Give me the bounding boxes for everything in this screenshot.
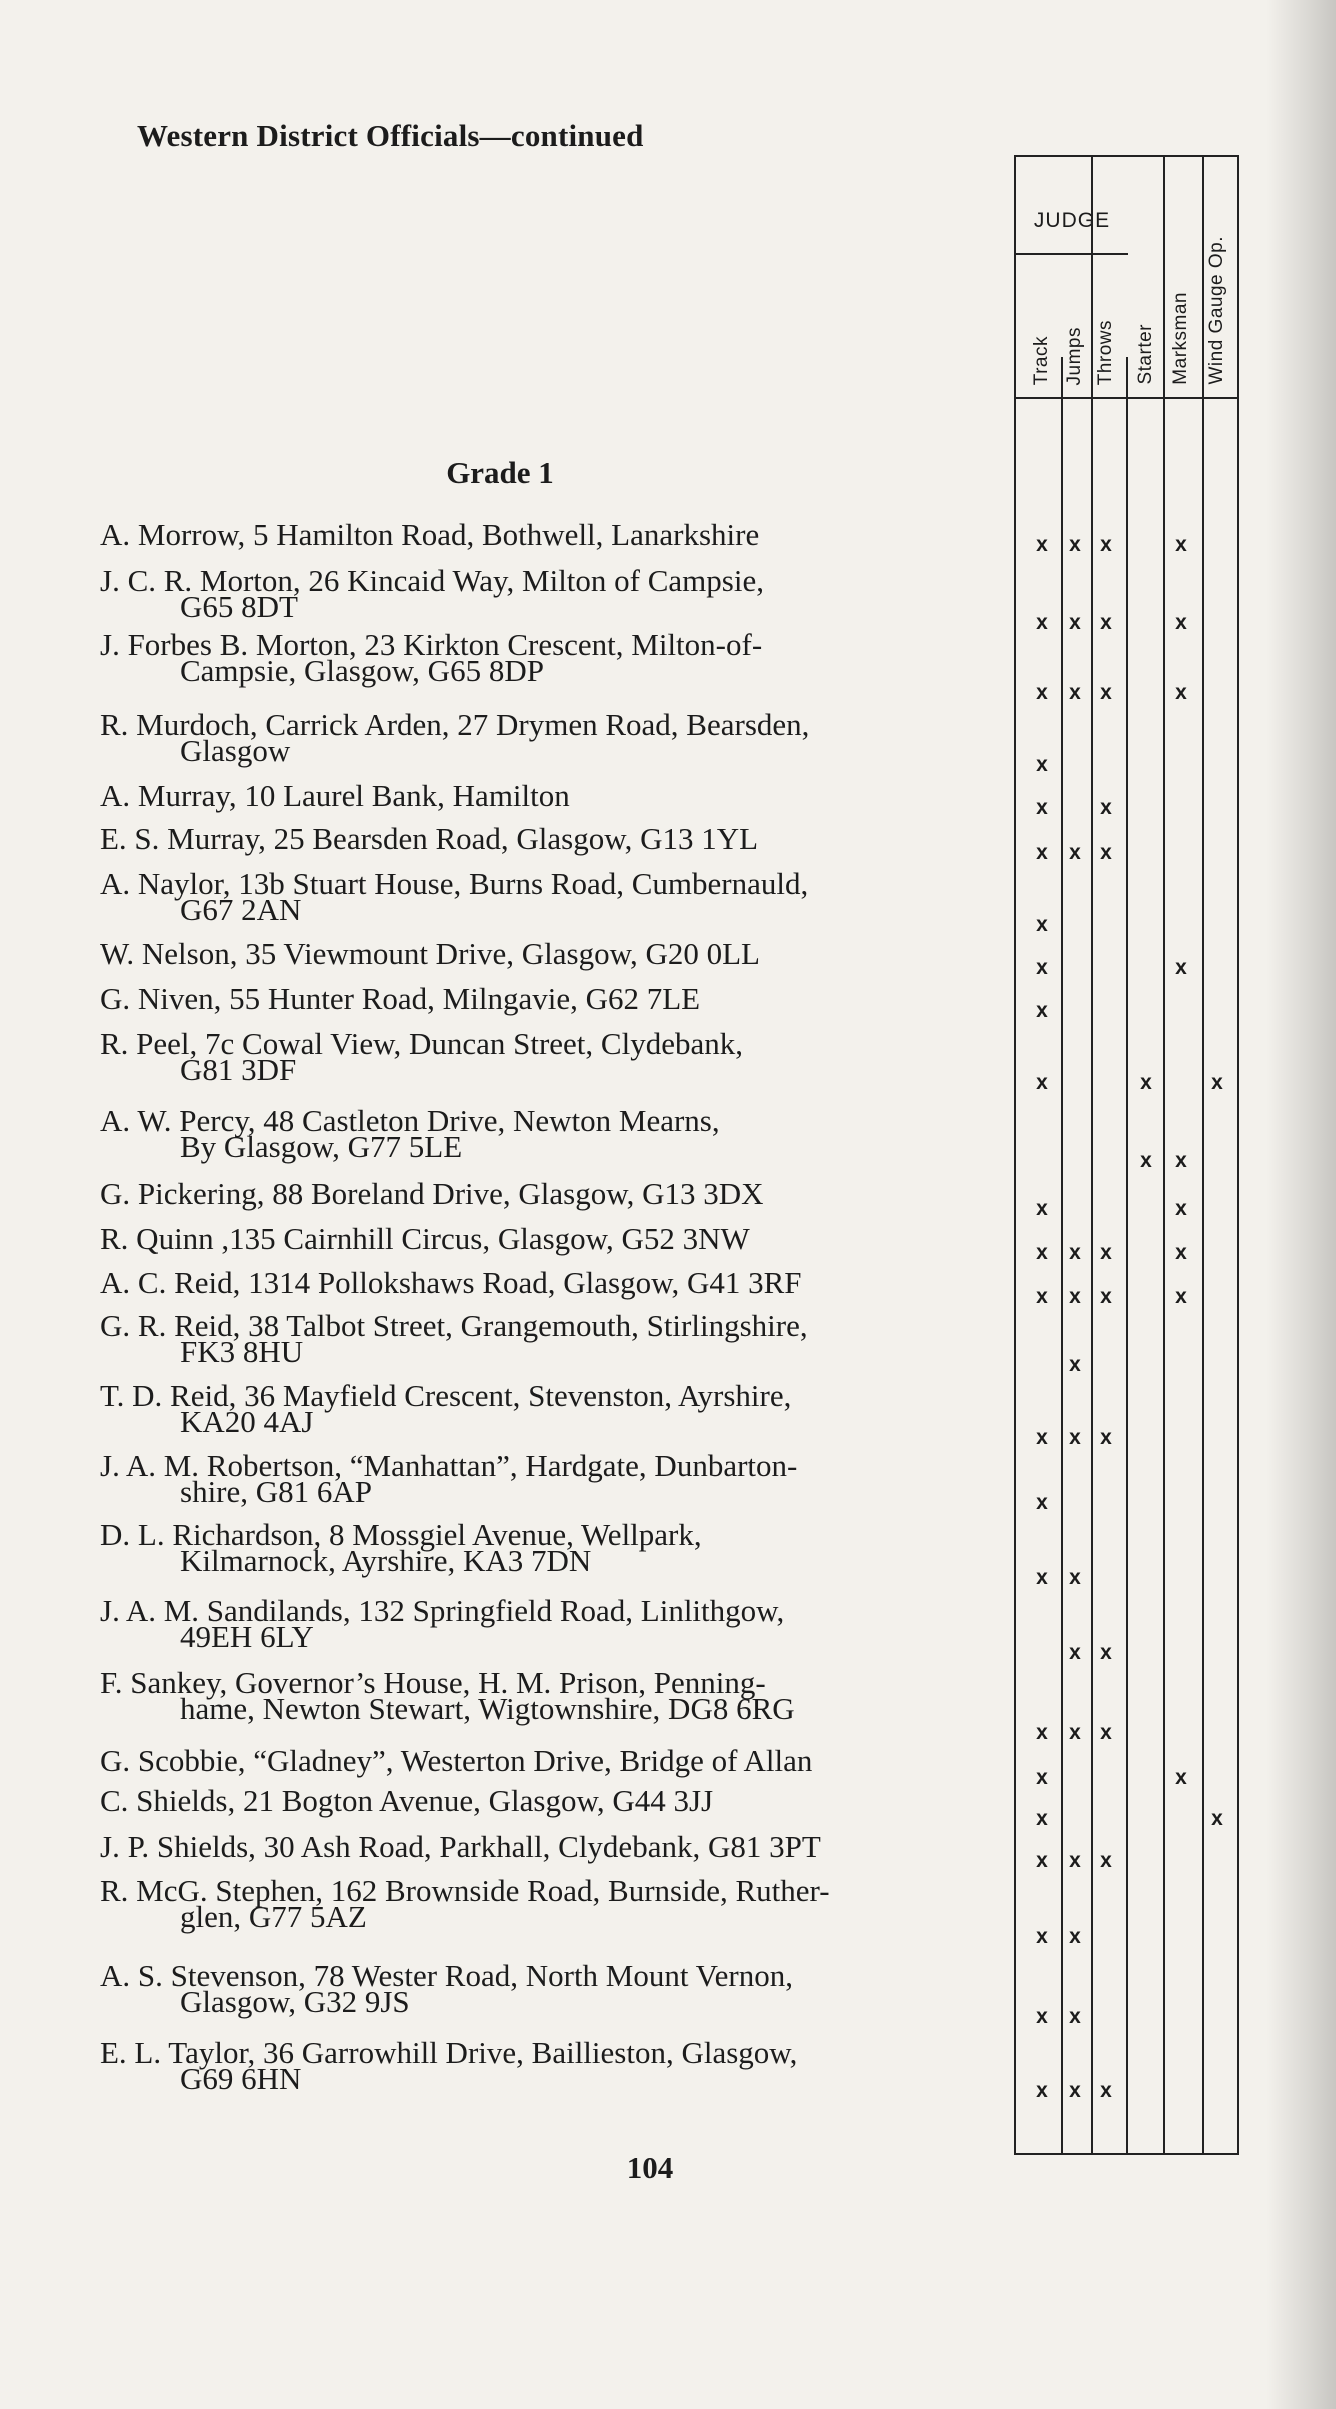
duty-mark: x xyxy=(1175,681,1187,704)
duty-mark: x xyxy=(1140,1149,1152,1172)
official-entry xyxy=(100,866,1005,927)
duty-mark: x xyxy=(1069,1241,1081,1264)
duty-mark: x xyxy=(1100,533,1112,556)
duty-mark: x xyxy=(1036,1071,1048,1094)
duty-mark: x xyxy=(1069,681,1081,704)
duty-mark: x xyxy=(1069,2079,1081,2102)
official-entry xyxy=(100,1873,1005,1934)
official-entry-line: G. Scobbie, “Gladney”, Westerton Drive, Bridge of Allan xyxy=(100,1743,813,1778)
table-column-divider xyxy=(1126,357,1128,2153)
duty-mark: x xyxy=(1175,1197,1187,1220)
official-entry xyxy=(100,1517,1005,1578)
official-entry-line: R. Quinn ,135 Cairnhill Circus, Glasgow, G52 3NW xyxy=(100,1221,750,1256)
duty-mark: x xyxy=(1100,1641,1112,1664)
official-entry xyxy=(100,821,1005,856)
column-header-track: Track xyxy=(1031,335,1052,385)
duty-mark: x xyxy=(1175,1241,1187,1264)
duty-mark: x xyxy=(1175,1149,1187,1172)
duty-mark: x xyxy=(1069,1566,1081,1589)
table-column-divider xyxy=(1163,157,1165,2153)
duty-mark: x xyxy=(1036,1925,1048,1948)
duty-mark: x xyxy=(1036,913,1048,936)
duty-mark: x xyxy=(1069,1285,1081,1308)
official-entry-continuation: KA20 4AJ xyxy=(180,1404,314,1439)
page-header-title: Western District Officials—continued xyxy=(137,118,644,153)
official-entry-line: G. Pickering, 88 Boreland Drive, Glasgow, G13 3DX xyxy=(100,1176,764,1211)
official-entry-continuation: Kilmarnock, Ayrshire, KA3 7DN xyxy=(180,1543,592,1578)
duty-mark: x xyxy=(1069,1426,1081,1449)
judge-duties-table xyxy=(1014,155,1239,2155)
column-header-starter: Starter xyxy=(1135,324,1156,385)
duty-mark: x xyxy=(1100,1426,1112,1449)
duty-mark: x xyxy=(1069,1925,1081,1948)
column-header-jumps: Jumps xyxy=(1064,326,1085,385)
official-entry-line: J. P. Shields, 30 Ash Road, Parkhall, Clydebank, G81 3PT xyxy=(100,1829,821,1864)
official-entry xyxy=(100,981,1005,1016)
duty-mark: x xyxy=(1175,1766,1187,1789)
duty-mark: x xyxy=(1036,2079,1048,2102)
duty-mark: x xyxy=(1069,1849,1081,1872)
duty-mark: x xyxy=(1175,956,1187,979)
official-entry xyxy=(100,2035,1005,2096)
official-entry-line: R. McG. Stephen, 162 Brownside Road, Burnside, Ruther- xyxy=(100,1873,830,1908)
duty-mark: x xyxy=(1069,841,1081,864)
official-entry-line: A. W. Percy, 48 Castleton Drive, Newton Mearns, xyxy=(100,1103,720,1138)
judge-group-underline xyxy=(1016,253,1128,255)
official-entry xyxy=(100,563,1005,624)
duty-mark: x xyxy=(1175,1285,1187,1308)
official-entry xyxy=(100,1026,1005,1087)
duty-mark: x xyxy=(1100,1849,1112,1872)
duty-mark: x xyxy=(1036,533,1048,556)
official-entry-line: J. Forbes B. Morton, 23 Kirkton Crescent, Milton-of- xyxy=(100,627,763,662)
official-entry-continuation: Glasgow, G32 9JS xyxy=(180,1984,410,2019)
official-entry xyxy=(100,1378,1005,1439)
duty-mark: x xyxy=(1036,611,1048,634)
duty-mark: x xyxy=(1100,2079,1112,2102)
column-header-marksman: Marksman xyxy=(1170,292,1191,385)
official-entry xyxy=(100,1103,1005,1164)
official-entry-continuation: By Glasgow, G77 5LE xyxy=(180,1129,463,1164)
duty-mark: x xyxy=(1036,1766,1048,1789)
official-entry-line: E. L. Taylor, 36 Garrowhill Drive, Baillieston, Glasgow, xyxy=(100,2035,798,2070)
duty-mark: x xyxy=(1036,841,1048,864)
duty-mark: x xyxy=(1175,533,1187,556)
duty-mark: x xyxy=(1036,956,1048,979)
official-entry xyxy=(100,1829,1005,1864)
grade-heading: Grade 1 xyxy=(446,455,554,490)
official-entry xyxy=(100,1221,1005,1256)
duty-mark: x xyxy=(1211,1807,1223,1830)
duty-mark: x xyxy=(1100,681,1112,704)
duty-mark: x xyxy=(1100,1721,1112,1744)
duty-mark: x xyxy=(1036,1566,1048,1589)
official-entry-continuation: 49EH 6LY xyxy=(180,1619,314,1654)
official-entry xyxy=(100,1958,1005,2019)
duty-mark: x xyxy=(1069,2005,1081,2028)
official-entry xyxy=(100,1665,1005,1726)
duty-mark: x xyxy=(1036,1197,1048,1220)
official-entry-line: A. Naylor, 13b Stuart House, Burns Road, Cumbernauld, xyxy=(100,866,809,901)
table-header-rule xyxy=(1016,397,1237,399)
official-entry-line: J. A. M. Robertson, “Manhattan”, Hardgate, Dunbarton- xyxy=(100,1448,798,1483)
official-entry-continuation: G67 2AN xyxy=(180,892,302,927)
official-entry-line: A. Murray, 10 Laurel Bank, Hamilton xyxy=(100,778,570,813)
column-header-throws: Throws xyxy=(1095,319,1116,385)
duty-mark: x xyxy=(1036,1849,1048,1872)
duty-mark: x xyxy=(1036,1426,1048,1449)
duty-mark: x xyxy=(1036,1721,1048,1744)
official-entry-line: J. A. M. Sandilands, 132 Springfield Road, Linlithgow, xyxy=(100,1593,785,1628)
official-entry-line: R. Peel, 7c Cowal View, Duncan Street, Clydebank, xyxy=(100,1026,743,1061)
official-entry xyxy=(100,778,1005,813)
official-entry-line: D. L. Richardson, 8 Mossgiel Avenue, Wellpark, xyxy=(100,1517,702,1552)
duty-mark: x xyxy=(1140,1071,1152,1094)
official-entry-continuation: glen, G77 5AZ xyxy=(180,1899,367,1934)
duty-mark: x xyxy=(1211,1071,1223,1094)
official-entry-line: J. C. R. Morton, 26 Kincaid Way, Milton of Campsie, xyxy=(100,563,764,598)
official-entry xyxy=(100,517,1005,552)
duty-mark: x xyxy=(1100,796,1112,819)
official-entry xyxy=(100,1743,1005,1778)
duty-mark: x xyxy=(1069,1721,1081,1744)
official-entry-line: A. S. Stevenson, 78 Wester Road, North Mount Vernon, xyxy=(100,1958,793,1993)
page-edge-shadow xyxy=(1266,0,1336,2409)
official-entry-line: A. C. Reid, 1314 Pollokshaws Road, Glasgow, G41 3RF xyxy=(100,1265,802,1300)
duty-mark: x xyxy=(1100,1241,1112,1264)
duty-mark: x xyxy=(1036,1491,1048,1514)
duty-mark: x xyxy=(1175,611,1187,634)
official-entry xyxy=(100,1783,1005,1818)
official-entry-line: G. R. Reid, 38 Talbot Street, Grangemouth, Stirlingshire, xyxy=(100,1308,808,1343)
duty-mark: x xyxy=(1036,681,1048,704)
judge-group-label: JUDGE xyxy=(1033,209,1111,232)
official-entry-continuation: G69 6HN xyxy=(180,2061,302,2096)
official-entry xyxy=(100,1265,1005,1300)
duty-mark: x xyxy=(1036,999,1048,1022)
duty-mark: x xyxy=(1100,841,1112,864)
official-entry-continuation: G81 3DF xyxy=(180,1052,297,1087)
table-column-divider xyxy=(1202,157,1204,2153)
official-entry-line: W. Nelson, 35 Viewmount Drive, Glasgow, G20 0LL xyxy=(100,936,760,971)
duty-mark: x xyxy=(1036,1807,1048,1830)
official-entry-continuation: FK3 8HU xyxy=(180,1334,304,1369)
official-entry xyxy=(100,627,1005,688)
official-entry-continuation: G65 8DT xyxy=(180,589,298,624)
duty-mark: x xyxy=(1036,753,1048,776)
duty-mark: x xyxy=(1069,611,1081,634)
duty-mark: x xyxy=(1069,1353,1081,1376)
duty-mark: x xyxy=(1100,611,1112,634)
duty-mark: x xyxy=(1036,2005,1048,2028)
official-entry xyxy=(100,936,1005,971)
official-entry xyxy=(100,707,1005,768)
duty-mark: x xyxy=(1036,796,1048,819)
official-entry xyxy=(100,1448,1005,1509)
duty-mark: x xyxy=(1100,1285,1112,1308)
official-entry-line: A. Morrow, 5 Hamilton Road, Bothwell, Lanarkshire xyxy=(100,517,760,552)
official-entry-line: T. D. Reid, 36 Mayfield Crescent, Stevenston, Ayrshire, xyxy=(100,1378,792,1413)
official-entry-line: E. S. Murray, 25 Bearsden Road, Glasgow, G13 1YL xyxy=(100,821,759,856)
duty-mark: x xyxy=(1069,1641,1081,1664)
official-entry-line: G. Niven, 55 Hunter Road, Milngavie, G62 7LE xyxy=(100,981,701,1016)
official-entry xyxy=(100,1308,1005,1369)
official-entry-line: C. Shields, 21 Bogton Avenue, Glasgow, G44 3JJ xyxy=(100,1783,714,1818)
official-entry-line: F. Sankey, Governor’s House, H. M. Prison, Penning- xyxy=(100,1665,766,1700)
column-header-wind-gauge-op: Wind Gauge Op. xyxy=(1206,236,1227,385)
official-entry xyxy=(100,1593,1005,1654)
duty-mark: x xyxy=(1069,533,1081,556)
official-entry-continuation: Campsie, Glasgow, G65 8DP xyxy=(180,653,544,688)
official-entry xyxy=(100,1176,1005,1211)
duty-mark: x xyxy=(1036,1285,1048,1308)
official-entry-continuation: hame, Newton Stewart, Wigtownshire, DG8 6RG xyxy=(180,1691,795,1726)
official-entry-continuation: shire, G81 6AP xyxy=(180,1474,373,1509)
duty-mark: x xyxy=(1036,1241,1048,1264)
official-entry-continuation: Glasgow xyxy=(180,733,291,768)
page-number: 104 xyxy=(626,2150,674,2185)
official-entry-line: R. Murdoch, Carrick Arden, 27 Drymen Road, Bearsden, xyxy=(100,707,810,742)
